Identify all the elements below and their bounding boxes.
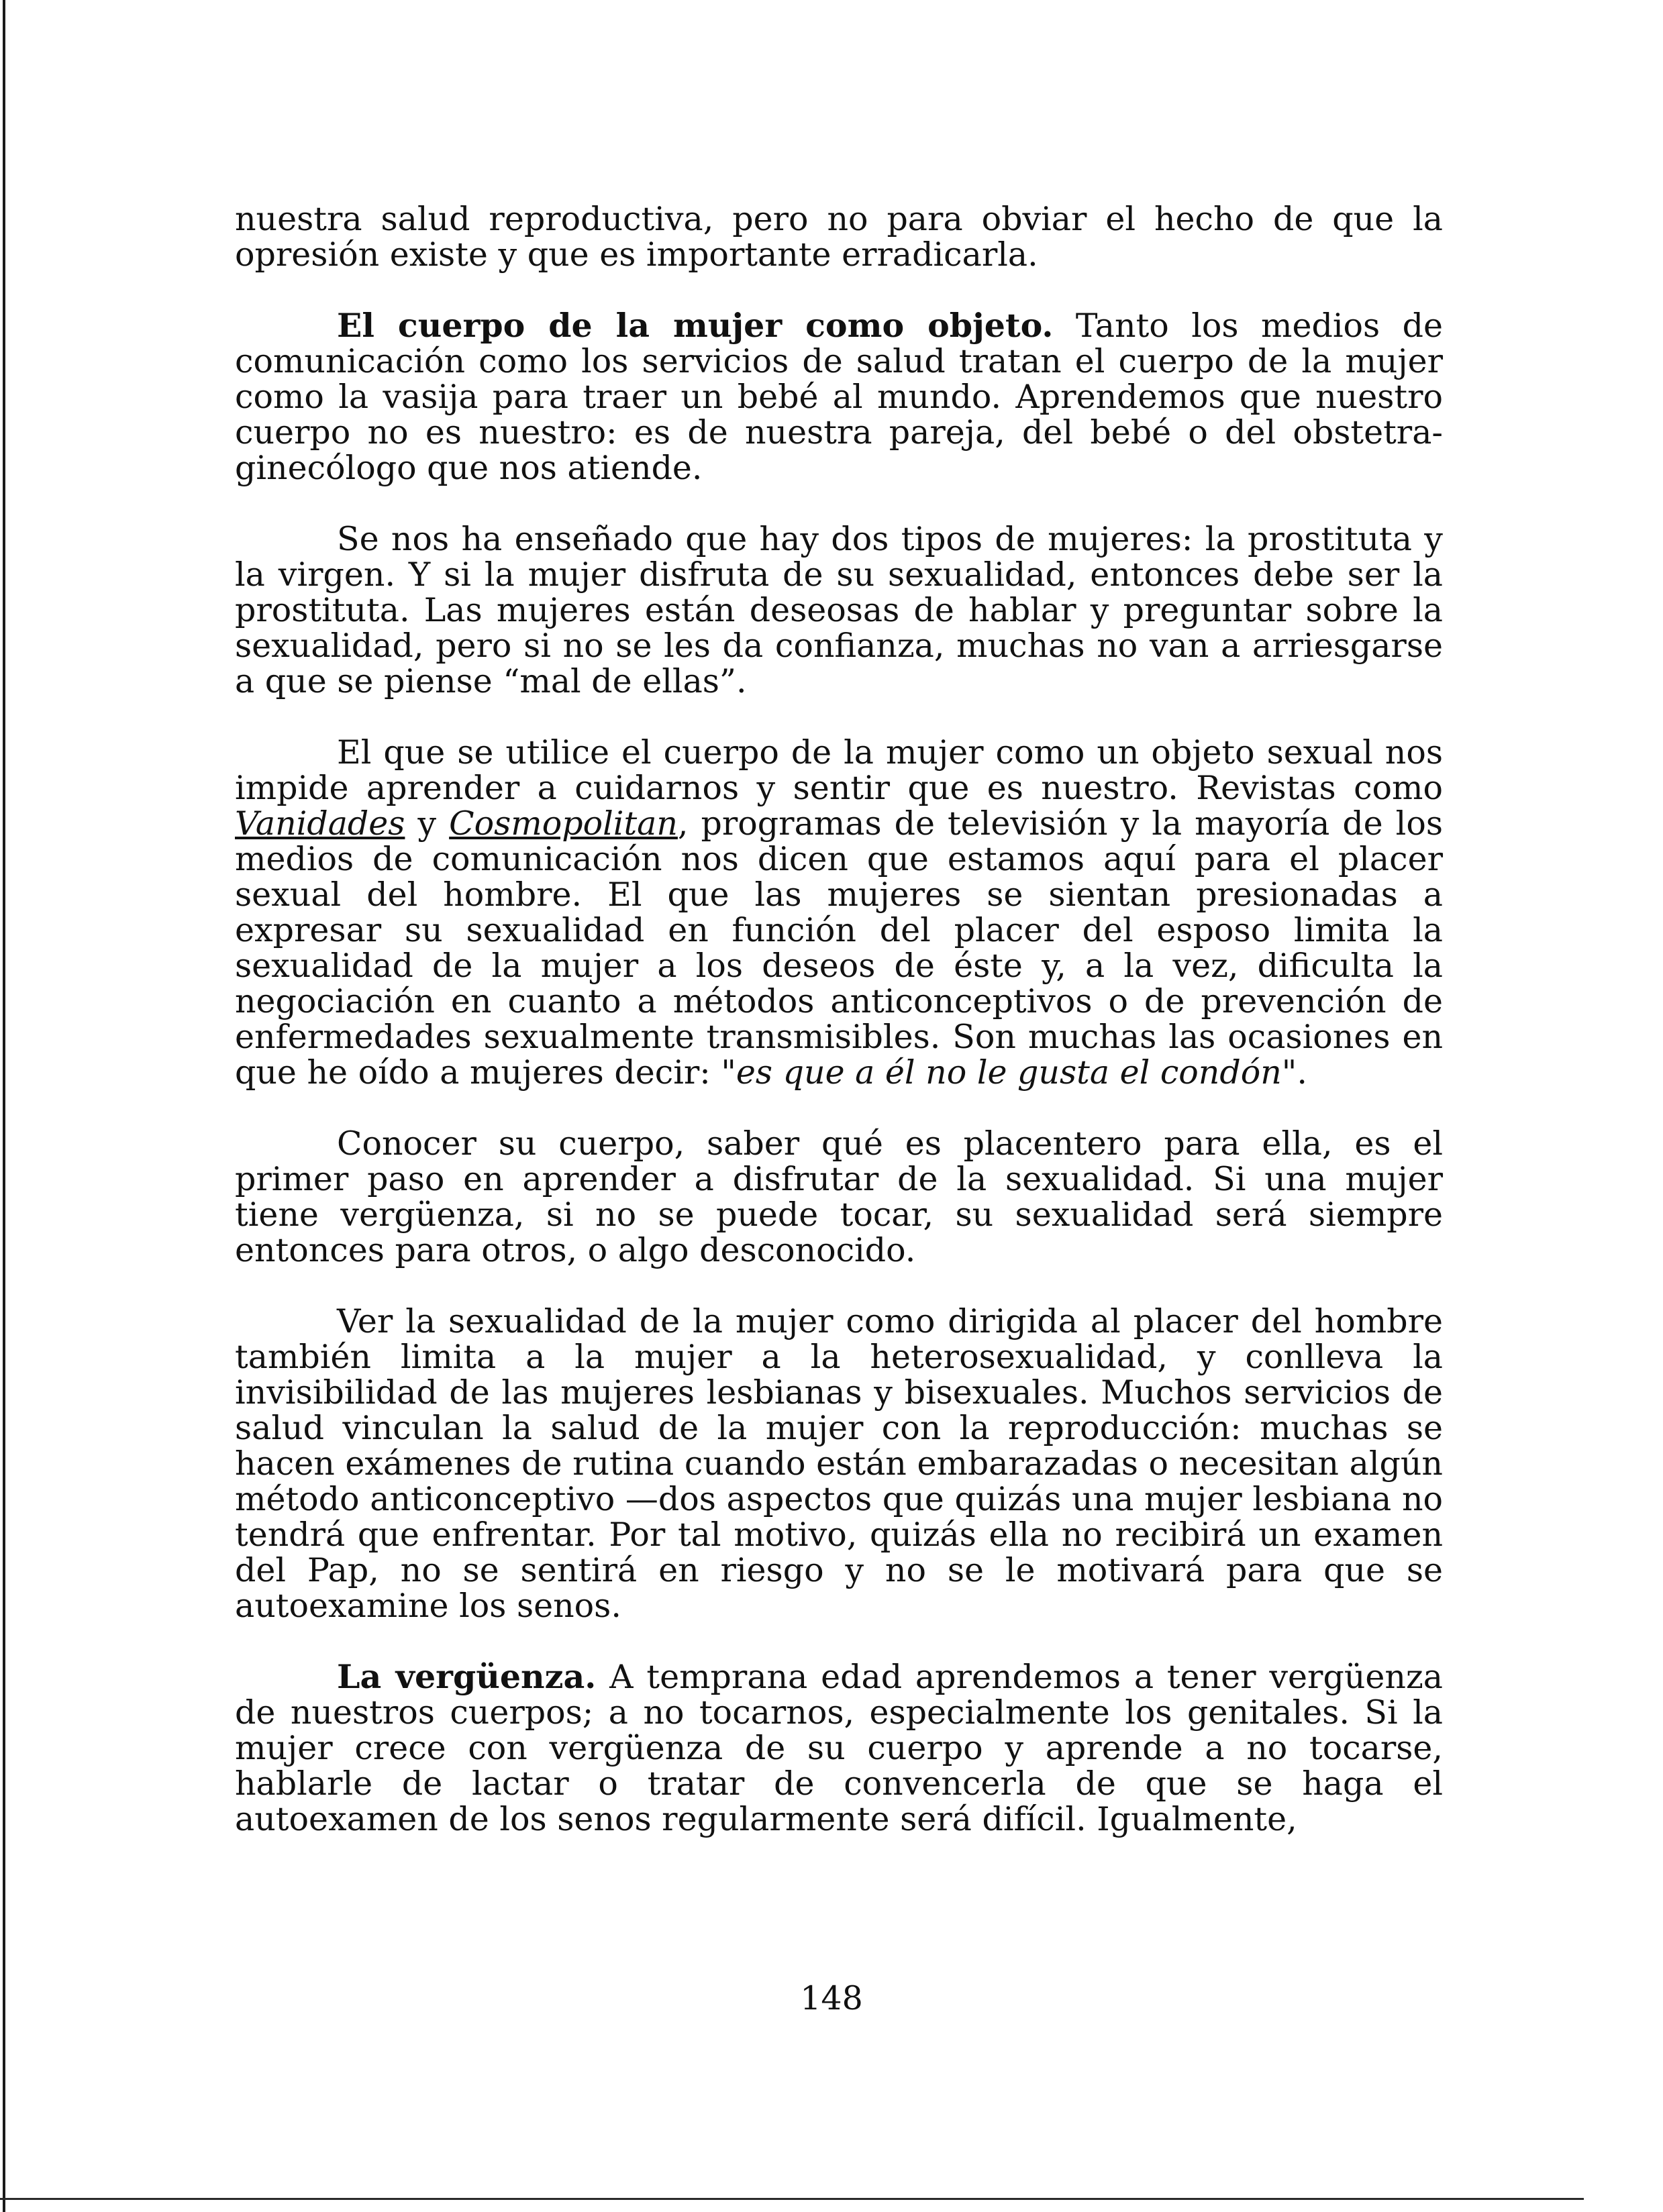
paragraph-4-text-d: . bbox=[1297, 1053, 1307, 1092]
section-heading-cuerpo-objeto: El cuerpo de la mujer como objeto. bbox=[337, 306, 1054, 345]
scan-left-edge bbox=[3, 0, 5, 2212]
paragraph-4-text-a: El que se utilice el cuerpo de la mujer como un objeto sexual nos impide aprender a cuidarnos y sentir que es nuestro. Revistas como bbox=[235, 733, 1443, 807]
section-heading-verguenza: La vergüenza. bbox=[337, 1657, 597, 1696]
paragraph-2 bbox=[235, 308, 1443, 486]
paragraph-4-text-c: , programas de televisión y la mayoría de los medios de comunicación nos dicen que estamos aquí para el placer sexual del hombre. El que las mujeres se sientan presionadas a expresar su sexualidad en función del placer del esposo limita la sexualidad de la mujer a los deseos de éste y, a la vez, dificulta la negociación en cuanto a métodos anticonceptivos o de prevención de enfermedades sexualmente transmisibles. Son muchas las ocasiones en que he oído a mujeres decir: bbox=[235, 804, 1443, 1092]
paragraph-3 bbox=[235, 521, 1443, 699]
paragraph-6-text: Ver la sexualidad de la mujer como dirigida al placer del hombre también limita a la mujer a la heterosexualidad, y conlleva la invisibilidad de las mujeres lesbianas y bisexuales. Muchos servicios de salud vinculan la salud de la mujer con la reproducción: muchas se hacen exámenes de rutina cuando están embarazadas o necesitan algún método anticonceptivo —dos aspectos que quizás una mujer lesbiana no tendrá que enfrentar. Por tal motivo, quizás ella no recibirá un examen del Pap, no se sentirá en riesgo y no se le motivará para que se autoexamine los senos. bbox=[235, 1302, 1443, 1625]
paragraph-2-text: Tanto los medios de comunicación como los servicios de salud tratan el cuerpo de la mujer como la vasija para traer un bebé al mundo. Aprendemos que nuestro cuerpo no es nuestro: es de nuestra pareja, del bebé o del obstetra-ginecólogo que nos atiende. bbox=[235, 307, 1443, 487]
paragraph-3-text: Se nos ha enseñado que hay dos tipos de mujeres: la prostituta y la virgen. Y si la mujer disfruta de su sexualidad, entonces debe ser la prostituta. Las mujeres están deseosas de hablar y preguntar sobre la sexualidad, pero si no se les da confianza, muchas no van a arriesgarse a que se piense “mal de ellas”. bbox=[235, 520, 1443, 700]
paragraph-7-text: A temprana edad aprendemos a tener vergüenza de nuestros cuerpos; a no tocarnos, especialmente los genitales. Si la mujer crece con vergüenza de su cuerpo y aprende a no tocarse, hablarle de lactar o tratar de convencerla de que se haga el autoexamen de los senos regularmente será difícil. Igualmente, bbox=[235, 1658, 1443, 1838]
magazine-title-vanidades: Vanidades bbox=[235, 804, 405, 843]
paragraph-4 bbox=[235, 735, 1443, 1090]
paragraph-1-text: nuestra salud reproductiva, pero no para obviar el hecho de que la opresión existe y que es importante erradicarla. bbox=[235, 200, 1443, 274]
page-number: 148 bbox=[800, 1979, 863, 2017]
paragraph-7 bbox=[235, 1659, 1443, 1837]
paragraph-5-text: Conocer su cuerpo, saber qué es placentero para ella, es el primer paso en aprender a disfrutar de la sexualidad. Si una mujer tiene vergüenza, si no se puede tocar, su sexualidad será siempre entonces para otros, o algo desconocido. bbox=[235, 1124, 1443, 1269]
paragraph-5 bbox=[235, 1126, 1443, 1268]
body-text bbox=[235, 201, 1443, 1873]
paragraph-4-text-b: y bbox=[405, 804, 450, 843]
scan-bottom-edge bbox=[0, 2198, 1584, 2200]
paragraph-6 bbox=[235, 1304, 1443, 1624]
quoted-phrase: "es que a él no le gusta el condón" bbox=[721, 1053, 1297, 1092]
paragraph-1 bbox=[235, 201, 1443, 272]
magazine-title-cosmopolitan: Cosmopolitan bbox=[449, 804, 678, 843]
